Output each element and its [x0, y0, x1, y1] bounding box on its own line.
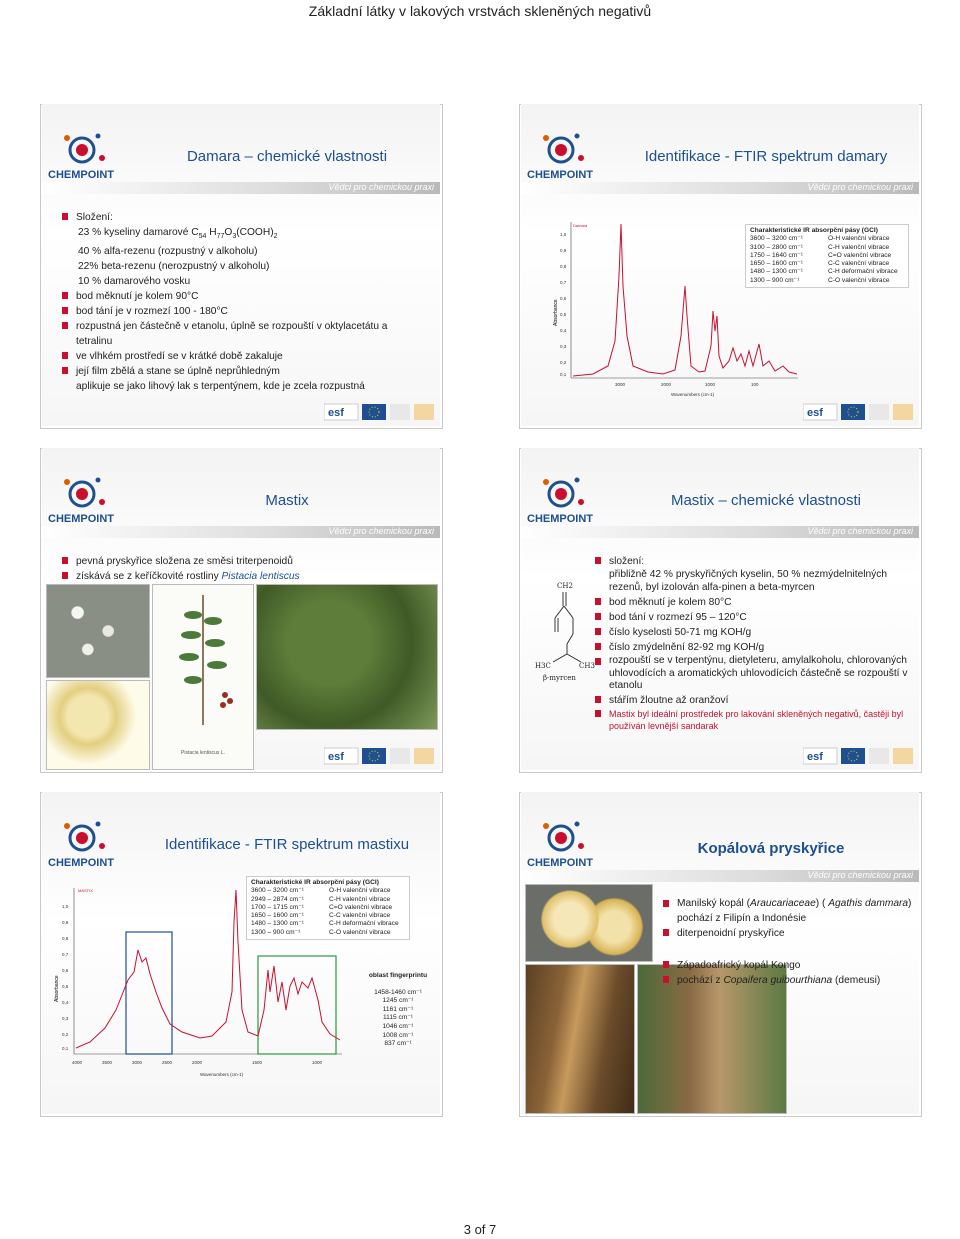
table-row: 1480 – 1300 cm⁻¹ C-H deformační vibrace — [251, 920, 399, 928]
slide-damara-properties — [42, 104, 440, 426]
svg-text:0,1: 0,1 — [62, 1046, 69, 1051]
slide-mastix-properties — [521, 448, 919, 770]
svg-text:0,2: 0,2 — [560, 360, 567, 365]
svg-text:3500: 3500 — [102, 1060, 113, 1065]
tagline: Vědci pro chemickou praxi — [328, 182, 434, 192]
svg-text:0,3: 0,3 — [62, 1016, 69, 1021]
svg-text:0,4: 0,4 — [62, 1000, 69, 1005]
chempoint-logo — [46, 128, 124, 186]
list-item: 1245 cm⁻¹ — [382, 997, 414, 1005]
svg-text:0,2: 0,2 — [62, 1032, 69, 1037]
copal-photo — [525, 884, 653, 962]
svg-text:0,3: 0,3 — [560, 344, 567, 349]
svg-text:CHEMPOINT: CHEMPOINT — [527, 513, 593, 525]
svg-text:0,6: 0,6 — [62, 968, 69, 973]
list-item: 1046 cm⁻¹ — [382, 1022, 414, 1030]
list-item: složení: — [595, 554, 913, 569]
svg-text:CH3: CH3 — [579, 662, 595, 670]
chempoint-logo — [525, 128, 603, 186]
bullet-list — [62, 210, 434, 394]
list-item: bod měknutí je kolem 80°C — [595, 595, 913, 610]
table-row: 3100 – 2800 cm⁻¹ C-H valenční vibrace — [750, 243, 890, 251]
svg-text:1500: 1500 — [252, 1060, 263, 1065]
svg-text:Wavenumbers (cm-1): Wavenumbers (cm-1) — [200, 1072, 244, 1077]
list-item: 1458-1460 cm⁻¹ — [374, 988, 422, 996]
svg-text:0,5: 0,5 — [62, 984, 69, 989]
svg-text:100: 100 — [751, 382, 759, 387]
chempoint-logo — [525, 472, 603, 530]
svg-text:1000: 1000 — [312, 1060, 323, 1065]
list-item: 22% beta-rezenu (nerozpustný v alkoholu) — [78, 261, 270, 273]
list-item: její film zbělá a stane se úplně neprůhledným — [62, 364, 434, 379]
svg-text:esf: esf — [328, 407, 344, 419]
list-item: Manilský kopál (Araucariaceae) ( Agathis dammara) pochází z Filipín a Indonésie — [663, 896, 913, 926]
list-item: 10 % damarového vosku — [78, 276, 191, 288]
esf-eu-logos — [324, 402, 434, 422]
svg-text:0,8: 0,8 — [560, 264, 567, 269]
document-title: Základní látky v lakových vrstvách skleněných negativů — [308, 3, 652, 19]
page-counter: 3 of 7 — [463, 1222, 497, 1237]
chempoint-logo — [46, 472, 124, 530]
table-row: 3600 – 3200 cm⁻¹ O-H valenční vibrace — [750, 235, 890, 243]
table-row: 2949 – 2874 cm⁻¹ C-H valenční vibrace — [251, 895, 391, 903]
svg-text:Wavenumbers (cm-1): Wavenumbers (cm-1) — [671, 392, 715, 397]
list-item: číslo kyselosti 50-71 mg KOH/g — [595, 625, 913, 640]
svg-text:3000: 3000 — [132, 1060, 143, 1065]
table-row: 1750 – 1640 cm⁻¹ C=O valenční vibrace — [750, 251, 892, 259]
svg-text:CHEMPOINT: CHEMPOINT — [527, 857, 593, 869]
list-item: pevná pryskyřice složena ze směsi triterpenoidů — [62, 554, 293, 569]
svg-text:Damara: Damara — [573, 223, 588, 228]
list-item: 1008 cm⁻¹ — [382, 1031, 414, 1039]
svg-text:Absorbance: Absorbance — [553, 299, 559, 326]
table-row: 1650 – 1600 cm⁻¹ C-C valenční vibrace — [750, 260, 890, 268]
svg-text:CHEMPOINT: CHEMPOINT — [48, 513, 114, 525]
botanical-drawing: Pistacia lentiscus L. — [152, 584, 254, 770]
svg-text:β-myrcen: β-myrcen — [543, 674, 576, 682]
list-item: rozpustná jen částečně v etanolu, úplně se rozpouští v oktylacetátu a — [62, 319, 434, 334]
list-item: ve vlhkém prostředí se v krátké době zakaluje — [62, 349, 434, 364]
table-row: 1700 – 1715 cm⁻¹ C=O valenční vibrace — [251, 903, 393, 911]
svg-text:CHEMPOINT: CHEMPOINT — [527, 169, 593, 181]
slide-copal — [521, 792, 919, 1114]
svg-text:2000: 2000 — [192, 1060, 203, 1065]
shrub-photo — [256, 584, 438, 730]
tagline: Vědci pro chemickou praxi — [328, 526, 434, 536]
note: Mastix byl ideální prostředek pro lakování skleněných negativů, častěji byl používán levnější sandarak — [595, 708, 913, 732]
table-row: 1300 – 900 cm⁻¹ C-O valenční vibrace — [251, 928, 391, 936]
svg-text:1000: 1000 — [705, 382, 716, 387]
list-item: bod tání v rozmezí 95 – 120°C — [595, 610, 913, 625]
svg-text:CHEMPOINT: CHEMPOINT — [48, 169, 114, 181]
slide-title: Identifikace - FTIR spektrum mastixu — [164, 836, 410, 853]
list-item: 1161 cm⁻¹ — [382, 1005, 414, 1013]
tagline: Vědci pro chemickou praxi — [807, 526, 913, 536]
mastic-tears-photo — [46, 584, 150, 678]
list-item: 1115 cm⁻¹ — [383, 1014, 413, 1022]
svg-text:esf: esf — [807, 751, 823, 763]
esf-eu-logos — [803, 746, 913, 766]
svg-text:0,1: 0,1 — [560, 372, 567, 377]
svg-text:4000: 4000 — [72, 1060, 83, 1065]
svg-text:0,7: 0,7 — [62, 952, 69, 957]
slide-title: Kopálová pryskyřice — [697, 840, 845, 857]
list-item: číslo zmýdelnění 82-92 mg KOH/g — [595, 640, 913, 655]
list-item: Západoafrický kopál Kongo — [663, 958, 800, 973]
svg-text:esf: esf — [328, 751, 344, 763]
slide-title: Damara – chemické vlastnosti — [186, 148, 388, 165]
beta-myrcene-structure — [529, 578, 605, 684]
list-item: stářím žloutne až oranžoví — [595, 693, 913, 708]
list-item: 40 % alfa-rezenu (rozpustný v alkoholu) — [78, 246, 258, 258]
fingerprint-box: oblast fingerprintu 1458-1460 cm⁻¹ 1245 cm⁻¹ 1161 cm⁻¹ 1115 cm⁻¹ 1046 cm⁻¹ 1008 cm⁻¹ 837 cm⁻¹ — [360, 972, 436, 1049]
list-item: 23 % kyseliny damarové $C_{54}$ $H_{77}O_3(COOH)_2$ — [78, 227, 278, 241]
list-item: získává se z keříčkovité rostliny Pistacia lentiscus — [62, 569, 300, 584]
list-item: rozpouští se v terpentýnu, dietyleteru, amylalkoholu, chlorovaných uhlovodících a aromatických uhlovodících částečně se rozpouští v etanolu — [595, 655, 913, 693]
slide-title: Identifikace - FTIR spektrum damary — [644, 148, 888, 165]
esf-eu-logos — [324, 746, 434, 766]
list-item: diterpenoidní pryskyřice — [663, 926, 785, 941]
slide-mastix — [42, 448, 440, 770]
svg-text:0,5: 0,5 — [560, 312, 567, 317]
svg-text:MASTIX: MASTIX — [78, 888, 93, 893]
tree-bark-photo — [525, 964, 635, 1114]
table-row: 3600 – 3200 cm⁻¹ O-H valenční vibrace — [251, 887, 391, 895]
slide-mastix-ftir — [42, 792, 440, 1114]
svg-text:0,4: 0,4 — [560, 328, 567, 333]
esf-eu-logos — [803, 402, 913, 422]
chempoint-logo — [525, 816, 603, 874]
list-item: bod měknutí je kolem 90°C — [62, 289, 434, 304]
mastic-pieces-photo — [46, 680, 150, 770]
svg-text:0,6: 0,6 — [560, 296, 567, 301]
svg-text:H3C: H3C — [535, 662, 551, 670]
list-item: přibližně 42 % pryskyřičných kyselin, 50 % nezmýdelnitelných rezenů, byl izolován alfa-pinen a beta-myrcen — [609, 569, 888, 593]
svg-text:CH2: CH2 — [557, 582, 573, 590]
svg-text:0,9: 0,9 — [560, 248, 567, 253]
svg-text:0,7: 0,7 — [560, 280, 567, 285]
svg-text:2500: 2500 — [162, 1060, 173, 1065]
svg-text:esf: esf — [807, 407, 823, 419]
svg-text:0,8: 0,8 — [62, 936, 69, 941]
table-row: 1650 – 1600 cm⁻¹ C-C valenční vibrace — [251, 912, 391, 920]
svg-text:CHEMPOINT: CHEMPOINT — [48, 857, 114, 869]
svg-text:1,0: 1,0 — [62, 904, 69, 909]
list-item: 837 cm⁻¹ — [384, 1040, 412, 1048]
slide-damara-ftir — [521, 104, 919, 426]
svg-text:0,9: 0,9 — [62, 920, 69, 925]
bullet-list — [595, 554, 913, 732]
table-row: 1300 – 900 cm⁻¹ C-O valenční vibrace — [750, 276, 890, 284]
ir-bands-table: Charakteristické IR absorpční pásy (GCI) 3600 – 3200 cm⁻¹ O-H valenční vibrace 3100 – 2800 cm⁻¹ C-H valenční vibrace 1750 – 1640 cm⁻¹ C=O valenční vibrace 1650 – 1600 cm⁻¹ C-C valenční vibrace 1480 – 1300 cm⁻¹ C-H deformační vibrace 1300 – 900 cm⁻¹ C-O valenční vibrace — [745, 224, 909, 288]
table-row: 1480 – 1300 cm⁻¹ C-H deformační vibrace — [750, 268, 898, 276]
tagline: Vědci pro chemickou praxi — [807, 870, 913, 880]
ir-bands-table: Charakteristické IR absorpční pásy (GCI) 3600 – 3200 cm⁻¹ O-H valenční vibrace 2949 – 2874 cm⁻¹ C-H valenční vibrace 1700 – 1715 cm⁻¹ C=O valenční vibrace 1650 – 1600 cm⁻¹ C-C valenční vibrace 1480 – 1300 cm⁻¹ C-H deformační vibrace 1300 – 900 cm⁻¹ C-O valenční vibrace — [246, 876, 410, 940]
tagline: Vědci pro chemickou praxi — [807, 182, 913, 192]
slide-title: Mastix — [265, 492, 309, 509]
svg-text:3000: 3000 — [615, 382, 626, 387]
list-item: tetralinu — [76, 336, 113, 348]
svg-text:1,0: 1,0 — [560, 232, 567, 237]
list-item: aplikuje se jako lihový lak s terpentýnem, kde je zcela rozpustná — [76, 381, 365, 393]
slide-title: Mastix – chemické vlastnosti — [670, 492, 862, 509]
svg-text:2000: 2000 — [661, 382, 672, 387]
chempoint-logo — [46, 816, 124, 874]
svg-text:Absorbance: Absorbance — [54, 975, 60, 1002]
list-item: Složení: — [62, 210, 434, 225]
list-item: bod tání je v rozmezí 100 - 180°C — [62, 304, 434, 319]
list-item: pochází z Copaifera guibourthiana (demeusi) — [663, 973, 880, 988]
